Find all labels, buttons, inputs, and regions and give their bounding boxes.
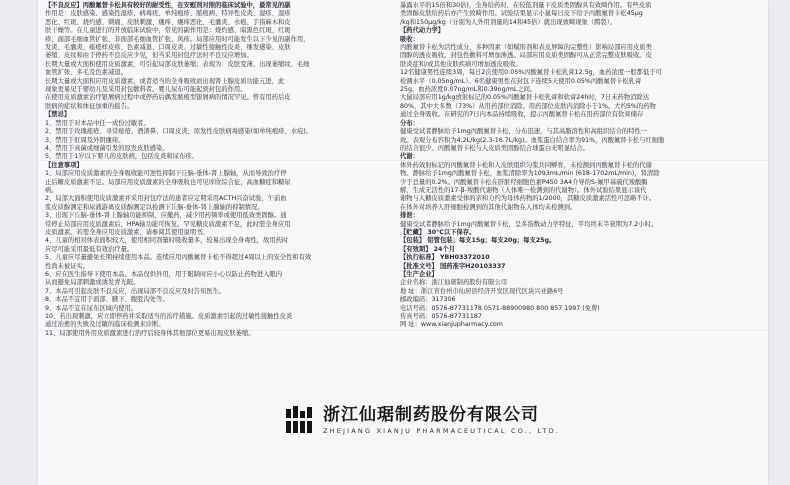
text-line: 【包装】 铝管包装；每支15g；每支20g；每支25g。 (400, 237, 556, 245)
text-line: 6、应在医生指导下使用本品。本品仅供外用，用于眼睛时应小心以防止药物进入眼内 (45, 271, 282, 278)
company-name-cn: 浙江仙琚制药股份有限公司 (323, 405, 539, 425)
text-line: 在使用皮质激素治疗银屑病过程中或停药后偶发脓疱型银屑病的情况罕见。曾有用药后皮 (45, 94, 291, 102)
text-line: 吸收： (400, 35, 419, 43)
company-logo-icon (285, 405, 315, 435)
text-line: 【有效期】 24个月 (400, 245, 456, 253)
text-line: 健康受试者静脉给予1mg丙酸氟替卡松，呈多指数动力学特征，平均终末半衰期为7.2小时。 (400, 220, 658, 228)
text-line: 长期大量或大面积使用皮质激素，可引起局部皮肤萎缩；表现为：皮肤变薄、出现萎缩纹、毛细 (45, 60, 310, 68)
right-column-text (400, 2, 742, 330)
text-line: 传真号码：0576-87731187 (400, 313, 482, 321)
text-line: 80%，其中大多数（73%）从用药部位消除。用药部位皮肤内消除小于1%。大约5%的药物 (400, 102, 656, 110)
text-line: 【药代动力学】 (400, 27, 445, 35)
text-line: 解，生成无活性的17-β-羧酸代谢物（人体唯一检测到的代谢物）。体外试验结果显示该代 (400, 186, 647, 194)
text-line: 丙酸氟替卡松为活性成分，多种因素（如赋形剂和表皮屏障的完整性）影响局部应用皮质类 (400, 44, 652, 52)
text-line: 【贮藏】 30°C以下保存。 (400, 228, 476, 236)
text-line: /kg和150μg/kg（分别为人外用剂量的14和45倍）就出现致畸现象（腭裂）。 (400, 18, 617, 26)
text-line: 物。静脉给予1mg丙酸氟替卡松，血浆清除率为1093mL/min (618-1702mL/min)，肾清除 (400, 170, 660, 178)
text-line: 肤病的症状和体征加重的报告。 (45, 102, 134, 110)
text-line: 通过全身吸收。在研究的7日内本品持续吸收，提示丙酸氟替卡松在用药部位有软膏储存 (400, 111, 644, 119)
text-line: 现象更易见于婴幼儿及采用封包敷料者。婴儿尿布可能起到封包的作用。 (45, 86, 247, 94)
text-line: 发炎、毛囊炎、痤疮样皮疹、色素减退、口周皮炎、过敏性接触性皮炎、继发感染、皮肤 (45, 44, 291, 52)
text-line: 作用是：皮肤感染、感染性湿疹、病毒疣、单纯疱疹、脓疱病、特异性皮炎、湿疹、湿疹 (45, 10, 291, 18)
text-line: 皮质激素。若需全身应用皮质激素，请参阅其使用说明书。 (45, 228, 209, 236)
text-line: 2、局部大面积使用皮质激素并采用封包疗法的患者应定期采用ACTH兴奋试验、午前血 (45, 195, 287, 203)
text-line: 萎缩、皮纹和由于停药不良反应少见，但当采用封包疗法时不良反应增加。 (45, 52, 253, 60)
text-line: 3、出现下丘脑-垂体-肾上腺轴功能抑制，应撤药，减少用药频率或使用低效类固醇。通 (45, 212, 287, 220)
text-line: 血管扩张、多毛及色素减退。 (45, 69, 127, 77)
text-line: 暴露水平的15倍和30倍)，全身给药时，在较低剂量下皮质类固醇具有致畸作用。有些皮质 (400, 2, 652, 9)
text-line: 疹、面部毛细血管扩张、非面部毛细血管扩张、风疹。局部应用时可能发生以下少见的副作用， (45, 35, 310, 43)
text-line: 【执行标准】 YBH03372010 (400, 254, 490, 262)
text-line: 1、局部应用皮质激素的全身吸收能可逆性抑制下丘脑-垂体-肾上腺轴，从而导致治疗停 (45, 170, 287, 178)
text-line: 肤干燥等。在儿童进行的开放临床试验中，常见的副作用是：烧灼感、暗黑色红斑、红斑 (45, 27, 291, 35)
text-line: 代谢： (400, 153, 419, 161)
text-line: 【批准文号】 国药准字H20103337 (400, 262, 506, 270)
text-line: 10、若出现刺激，应立即停药并采取适当的治疗措施。皮质激素引起的过敏性接触性皮炎 (45, 313, 293, 321)
text-line: 从而避免局部刺激或诱发青光眼。 (45, 279, 140, 287)
text-line: 5、禁用于1岁以下婴儿的皮肤病，包括皮炎和尿布疹。 (45, 153, 198, 161)
text-line: 性尚未被证实。 (45, 262, 90, 270)
text-line: 体外药效射标记的丙酸氟替卡松和人皮肤组织匀浆共同孵育，未检测到丙酸氟替卡松的代谢 (400, 161, 652, 169)
text-line: 病。 (45, 186, 58, 194)
text-line: 长期大量或大面积应用皮质激素，或者适当的全身吸收而出现肾上腺皮质功能亢进，此 (45, 77, 285, 85)
text-line: 11、局部使用外用皮质激素进行治疗后较身体其他部位更易出现皮肤萎缩。 (45, 329, 255, 337)
text-line: 肤炎症和/或其他皮肤疾病可增加透皮吸收。 (400, 60, 522, 68)
text-line: 健康受试者静脉给予1mg丙酸氟替卡松，分布迅速，与其高脂溶性和高组织结合的特性一 (400, 128, 648, 136)
company-logo (285, 405, 560, 435)
text-line: 2、禁用于玫瑰痤疮、寻常痤疮、酒渣鼻、口周皮炎、原发性皮肤病毒感染(如单纯疱疹、水痘)。 (45, 128, 313, 136)
text-line: 常停止局部应用皮质激素后，HPA轴功能可恢复。罕见糖皮质激素不足，此时需全身应用 (45, 220, 291, 228)
text-line: 在体外对培养人肝细胞检测到的其他代谢物在人体均未检测到。 (400, 203, 577, 211)
text-line: 3、禁用于肛周及外阴瘙痒。 (45, 136, 125, 144)
text-line: 排泄： (400, 212, 419, 220)
text-line: 7、本品可引起皮肤不良反应，出现局部不良反应及时告知医生。 (45, 287, 226, 295)
text-line: 4、禁用于真菌或细菌引发的原发皮肤感染。 (45, 144, 169, 152)
company-name-en: ZHEJIANG XIANJU PHARMACEUTICAL CO., LTD. (323, 427, 561, 435)
text-line: 类固醇皮肤给药后亦产生致畸作用。试验结果显示小鼠每日皮下给予丙酸氟替卡松45μg (400, 10, 643, 18)
text-line: 浆皮质醇测定和尿液游离皮质醇测定以检测下丘脑-垂体-肾上腺轴的抑制情况。 (45, 203, 264, 211)
text-line: 5、儿童应尽量避免长期持续使用本品。连续应用丙酸氟替卡松不得超过4周以上的安全性和有效 (45, 254, 312, 262)
text-line: 网 址：www.xianjupharmacy.com (400, 321, 503, 329)
text-line: 【禁忌】 (45, 111, 71, 119)
text-line: 电话号码：0576-87731178 0571-88900980 800 857 1997 (免费) (400, 304, 600, 312)
text-line: 25g，血药浓度0.07ng/mL和0.39ng/mL之间。 (400, 86, 537, 94)
text-line: 恶化、红斑、烧灼感、刺痛、皮肤刺激、瘙痒、瘙痒恶化、毛囊炎、水疱、手指麻木和皮 (45, 18, 291, 26)
text-line: 9、本品不宜在尿布区域内使用。 (45, 304, 138, 312)
text-line: 【注意事项】 (45, 161, 83, 169)
text-line: 谢物与人糖皮质激素受体的亲和力约为母体药物的1/2000，其糖皮质激素活性可忽略不计。 (400, 195, 656, 203)
text-line: 邮政编码：317306 (400, 296, 456, 304)
text-line: 【不良反应】丙酸氟替卡松具有较好的耐受性，在安慰剂对照的临床试验中，最常见的副 (45, 2, 291, 9)
text-line: 致。表观分布容积为4.2L/kg(2.3-16.7L/kg)。血浆蛋白结合率为91%，丙酸氟替卡松与红细胞 (400, 136, 665, 144)
text-line: 止后糖皮质激素不足。局部应用皮质激素的全身吸收也可见库欣综合征，高血糖症和糖尿 (45, 178, 291, 186)
text-line: 检测水平（0.05ng/mL）。6名健康男性在封包下连续5天使用0.05%丙酸氟替卡松乳膏 (400, 77, 642, 85)
left-column-text (45, 2, 377, 338)
text-line: 1、禁用于对本品中任一成份过敏者。 (45, 119, 150, 127)
text-line: 8、本品不宜用于面部、腋下、腹股沟处等。 (45, 296, 169, 304)
text-line: 大鼠局部应用1g/kg放射标记的0.05%丙酸氟替卡松乳膏和软膏24h时，7日末药物消除达 (400, 94, 649, 102)
text-line: 【生产企业】 (400, 271, 438, 278)
text-line: 分布： (400, 119, 419, 127)
text-line: 通过治愈的失败及过敏的临床检测来诊断。 (45, 321, 165, 329)
text-line: 12名健康男性连续3周，每日2次使用0.05%丙酸氟替卡松乳膏12.5g，血药浓度一般都低于可 (400, 69, 662, 77)
text-line: 少于总量的0.2%。丙酸氟替卡松在肝脏经细胞色素P450 3A4介导的S-氟甲基硫代羧酸酶 (400, 178, 648, 186)
text-line: 地 址：浙江省台州市仙居县经济开发区现代区块兴业路6号 (400, 287, 564, 295)
text-line: 固醇的透皮吸收。封包性敷料可增加渗透。局部应用皮质类固醇可从正常完整皮肤吸收。皮 (400, 52, 652, 60)
text-line: 的结合很少。丙酸氟替卡松与人皮质类固醇结合球蛋白无明显结合。 (400, 144, 589, 152)
text-line: 4、儿童的相对体表面积较大，使用相同剂量时吸收量多，较易出现全身毒性，故用药时 (45, 237, 289, 245)
text-line: 企业名称：浙江仙琚制药股份有限公司 (400, 279, 508, 287)
text-line: 应尽可能采用最低有效治疗量。 (45, 245, 134, 253)
